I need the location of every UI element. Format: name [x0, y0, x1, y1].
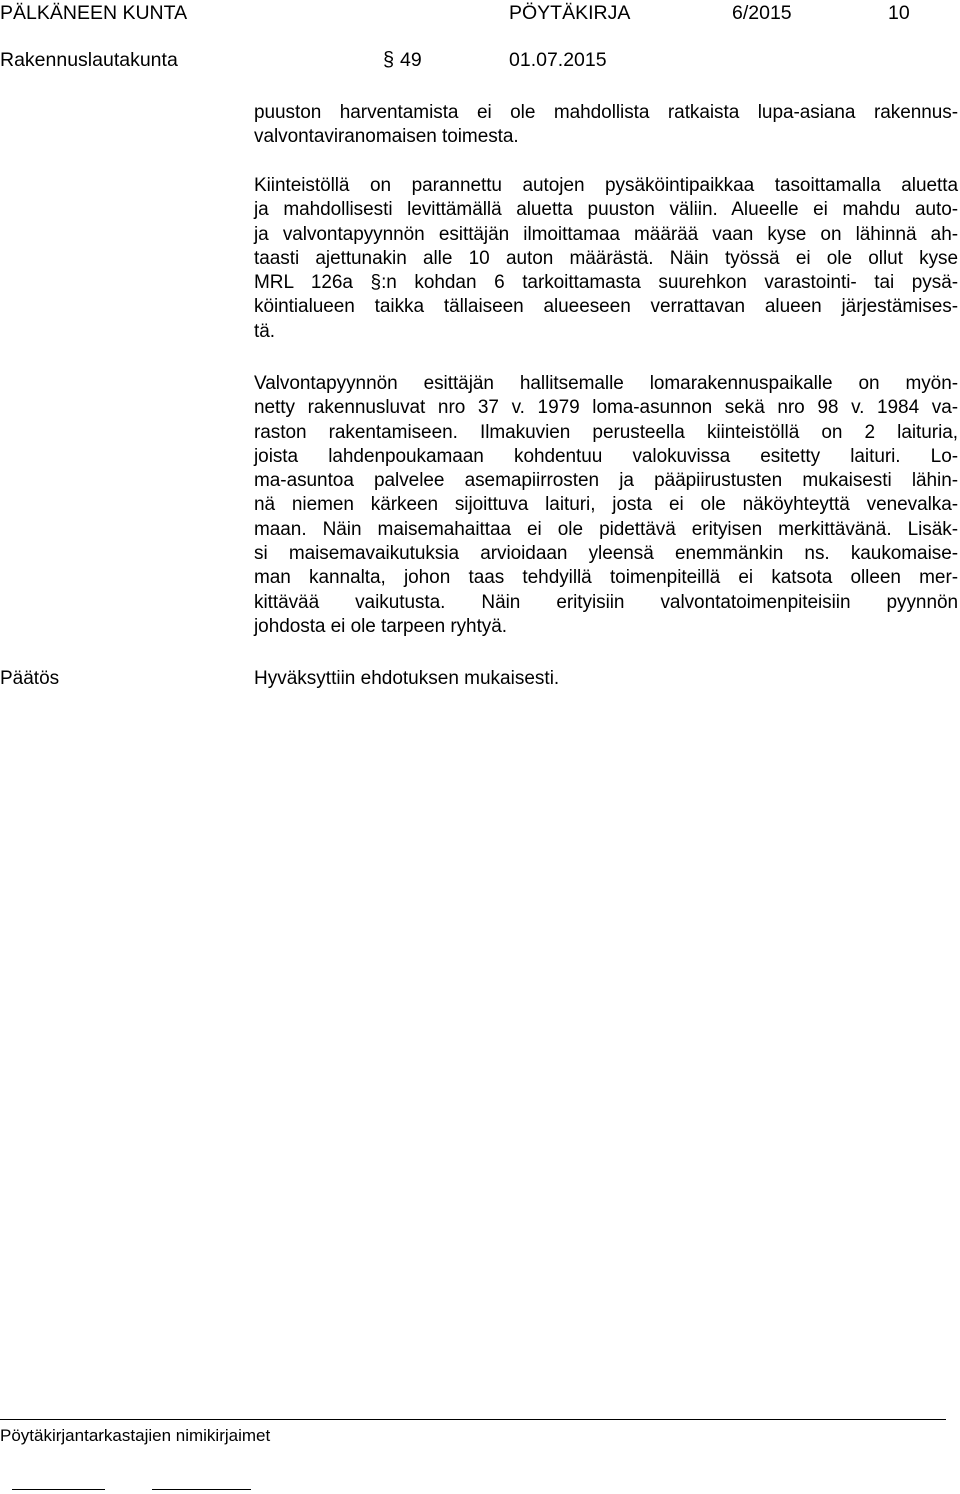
text-line: kittävää vaikutusta. Näin erityisiin valvontatoimenpiteisiin pyynnön [254, 591, 958, 613]
text-line: raston rakentamiseen. Ilmakuvien perusteella kiinteistöllä on 2 laituria, [254, 421, 958, 443]
text-line: MRL 126a §:n kohdan 6 tarkoittamasta suurehkon varastointi- tai pysä- [254, 272, 958, 294]
text-line: maan. Näin maisemahaittaa ei ole pidettävä erityisen merkittävänä. Lisäk- [254, 518, 958, 540]
text-line: Valvontapyynnön esittäjän hallitsemalle lomarakennuspaikalle on myön- [254, 373, 958, 394]
text-line: man kannalta, johon taas tehdyillä toimenpiteillä ei katsota olleen mer- [254, 567, 958, 589]
text-line: taasti ajettunakin alle 10 auton määrästä. Näin työssä ei ole ollut kyse [254, 247, 958, 269]
footer-label: Pöytäkirjantarkastajien nimikirjaimet [0, 1426, 271, 1445]
paragraph-1 [254, 101, 958, 150]
decision-label: Päätös [0, 668, 60, 689]
text-line: netty rakennusluvat nro 37 v. 1979 loma-asunnon sekä nro 98 v. 1984 va- [254, 397, 958, 419]
committee-name: Rakennuslautakunta [0, 49, 178, 71]
section-number: 49 [400, 49, 422, 71]
text-line: ja valvontapyynnön esittäjän ilmoittamaa määrää vaan kyse on lähinnä ah- [254, 223, 958, 245]
text-line: si maisemavaikutuksia arvioidaan yleensä enemmänkin ns. kaukomaise- [254, 543, 958, 565]
text-line: johdosta ei ole tarpeen ryhtyä. [254, 615, 508, 637]
decision-text: Hyväksyttiin ehdotuksen mukaisesti. [254, 668, 560, 689]
text-line: valvontaviranomaisen toimesta. [254, 126, 519, 148]
text-line: köintialueen taikka tällaiseen alueeseen verrattavan alueen järjestämises- [254, 296, 958, 318]
text-line: ma-asuntoa palvelee asemapiirrosten ja pääpiirustusten mukaisesti lähin- [254, 470, 958, 492]
text-line: joista lahdenpoukamaan kohdentuu valokuvissa esitetty laituri. Lo- [254, 445, 958, 467]
text-line: puuston harventamista ei ole mahdollista ratkaista lupa-asiana rakennus- [254, 102, 958, 123]
section-mark: § [383, 49, 395, 71]
footer-rule [0, 1419, 946, 1420]
signature-line-2 [152, 1489, 251, 1490]
org-name: PÄLKÄNEEN KUNTA [0, 2, 188, 24]
text-line: nä niemen kärkeen sijoittuva laituri, josta ei ole näköyhteyttä venevalka- [254, 494, 958, 516]
text-line: Kiinteistöllä on parannettu autojen pysäköintipaikkaa tasoittamalla aluetta [254, 175, 958, 196]
paragraph-2 [254, 174, 958, 344]
text-line: ja mahdollisesti levittämällä aluetta puuston väliin. Alueelle ei mahdu auto- [254, 199, 958, 221]
text-line: tä. [254, 320, 275, 342]
doc-number: 6/2015 [732, 2, 792, 24]
signature-line-1 [12, 1489, 105, 1490]
meeting-date: 01.07.2015 [509, 49, 607, 71]
doc-type: PÖYTÄKIRJA [509, 2, 631, 24]
page-number: 10 [888, 2, 910, 24]
paragraph-3 [254, 372, 958, 639]
